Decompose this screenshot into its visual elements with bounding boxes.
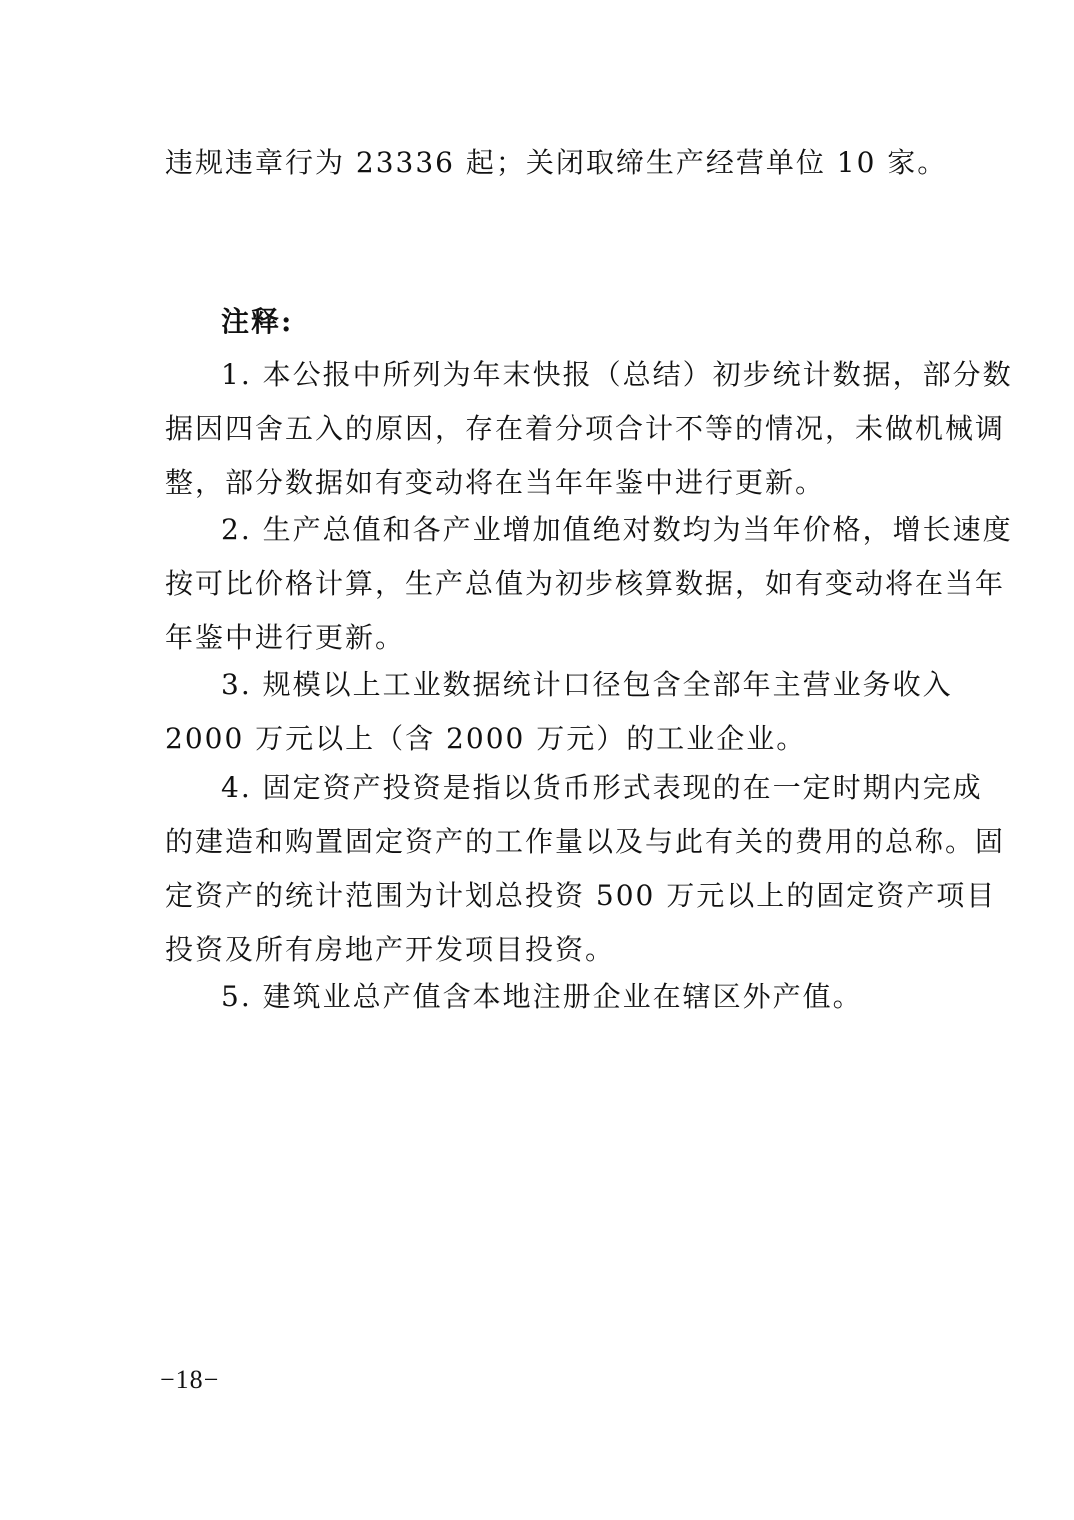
note-item-5 [165, 970, 915, 1024]
note-3-line-2: 2000 万元以上（含 2000 万元）的工业企业。 [165, 722, 807, 755]
note-1-line-2: 据因四舍五入的原因，存在着分项合计不等的情况，未做机械调 [165, 412, 1006, 445]
note-1-line-3: 整，部分数据如有变动将在当年年鉴中进行更新。 [165, 466, 826, 499]
note-item-1 [165, 348, 1013, 510]
note-4-line-3: 定资产的统计范围为计划总投资 500 万元以上的固定资产项目 [165, 879, 997, 912]
notes-title: 注释: [221, 305, 294, 338]
note-4-line-2: 的建造和购置固定资产的工作量以及与此有关的费用的总称。固 [165, 825, 1006, 858]
note-2-line-2: 按可比价格计算，生产总值为初步核算数据，如有变动将在当年 [165, 567, 1006, 600]
note-item-3 [165, 658, 953, 766]
note-item-2 [165, 503, 1013, 665]
note-1-line-1: 1. 本公报中所列为年末快报（总结）初步统计数据，部分数 [221, 358, 1013, 391]
note-item-4 [165, 761, 1006, 977]
note-2-line-3: 年鉴中进行更新。 [165, 621, 406, 654]
intro-line: 违规违章行为 23336 起；关闭取缔生产经营单位 10 家。 [165, 146, 948, 179]
note-5-line-1: 5. 建筑业总产值含本地注册企业在辖区外产值。 [221, 980, 863, 1013]
note-4-line-1: 4. 固定资产投资是指以货币形式表现的在一定时期内完成 [221, 771, 983, 804]
note-3-line-1: 3. 规模以上工业数据统计口径包含全部年主营业务收入 [221, 668, 953, 701]
page-number: −18− [160, 1365, 220, 1394]
note-2-line-1: 2. 生产总值和各产业增加值绝对数均为当年价格，增长速度 [221, 513, 1013, 546]
note-4-line-4: 投资及所有房地产开发项目投资。 [165, 933, 616, 966]
